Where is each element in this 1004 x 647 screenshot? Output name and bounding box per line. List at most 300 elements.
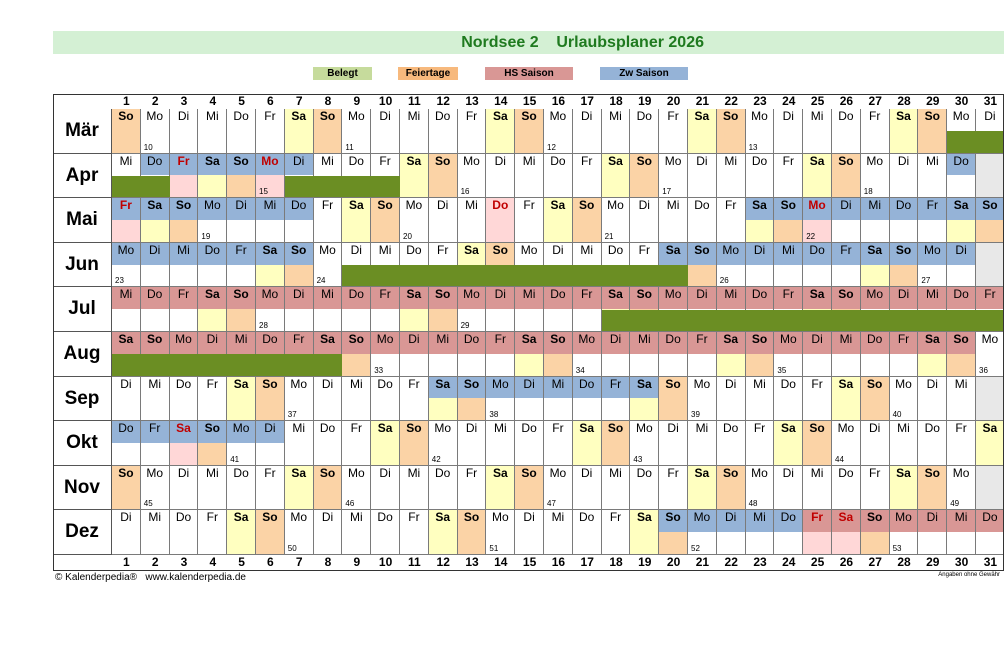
- cell-lower: [746, 443, 774, 465]
- weekday-label: Di: [198, 332, 226, 354]
- month-label: Sep: [53, 377, 112, 422]
- weekday-label: Sa: [400, 287, 428, 309]
- day-cell: [486, 332, 515, 377]
- weekday-label: Sa: [746, 198, 774, 220]
- weekday-label: Mi: [774, 243, 802, 265]
- cell-lower: [659, 398, 687, 420]
- cell-lower: [314, 488, 342, 510]
- cell-lower: [774, 488, 802, 510]
- week-number: 39: [691, 410, 700, 420]
- cell-lower: [486, 354, 514, 376]
- cell-lower: [774, 532, 802, 554]
- day-cell: [429, 154, 458, 199]
- weekday-label: Mo: [549, 109, 567, 123]
- week-number: 33: [374, 365, 384, 375]
- day-cell: [861, 377, 890, 422]
- cell-lower: [746, 398, 774, 420]
- day-cell: [861, 243, 890, 288]
- weekday-label: Mo: [520, 242, 538, 257]
- cell-lower: [342, 398, 370, 420]
- day-cell: [314, 109, 343, 154]
- weekday-label: Sa: [803, 154, 831, 176]
- weekday-label: Sa: [602, 287, 630, 309]
- footer-copyright: © Kalenderpedia® www.kalenderpedia.de: [55, 572, 246, 583]
- week-number: 26: [719, 276, 729, 286]
- weekday-label: Di: [120, 510, 132, 525]
- day-cell: [112, 377, 141, 422]
- weekday-label: So: [890, 243, 918, 265]
- weekday-label: Di: [552, 242, 564, 257]
- legend-zw-saison: Zw Saison: [600, 67, 688, 80]
- cell-lower: [918, 175, 946, 197]
- week-number: 50: [287, 543, 297, 553]
- header-day-number: 6: [267, 94, 274, 108]
- week-number: 38: [489, 410, 499, 420]
- weekday-label: Do: [233, 465, 249, 480]
- cell-lower: [429, 398, 457, 420]
- weekday-label: Di: [379, 465, 391, 480]
- day-cell: [515, 421, 544, 466]
- footer-day-number: 3: [180, 555, 188, 569]
- day-cell: [602, 198, 631, 243]
- week-number: 24: [316, 276, 326, 286]
- cell-lower: [803, 488, 831, 510]
- day-cell: [400, 377, 429, 422]
- weekday-label: Mi: [119, 153, 133, 168]
- day-cell: [832, 421, 861, 466]
- weekday-label: Fr: [667, 465, 679, 480]
- day-cell: [717, 154, 746, 199]
- weekday-label: Mo: [573, 332, 601, 354]
- weekday-label: Mo: [491, 510, 509, 525]
- month-label: Dez: [53, 510, 112, 555]
- weekday-label: Mo: [693, 376, 711, 391]
- footer-day-number: 4: [209, 555, 217, 569]
- weekday-label: Mo: [463, 153, 480, 168]
- cell-lower: [227, 131, 255, 153]
- cell-lower: [515, 488, 543, 510]
- weekday-label: Mi: [227, 332, 255, 354]
- day-cell: [602, 421, 631, 466]
- weekday-label: Sa: [429, 510, 457, 532]
- booked-bar: [861, 310, 890, 331]
- cell-lower: [630, 175, 658, 197]
- weekday-label: Di: [688, 287, 716, 309]
- day-cell: [861, 109, 890, 154]
- day-cell: [256, 377, 285, 422]
- booked-bar: [141, 354, 170, 375]
- cell-lower: [774, 265, 802, 287]
- weekday-label: Mo: [774, 332, 802, 354]
- day-cell: [515, 287, 544, 332]
- day-cell: [515, 510, 544, 555]
- weekday-label: So: [112, 466, 140, 488]
- weekday-label: Mo: [803, 198, 831, 220]
- weekday-label: So: [429, 154, 457, 176]
- weekday-label: Sa: [861, 243, 889, 265]
- day-cell: [803, 243, 832, 288]
- cell-lower: [688, 354, 716, 376]
- day-cell: [314, 377, 343, 422]
- weekday-label: Di: [918, 510, 946, 532]
- week-number: 29: [460, 320, 470, 330]
- week-number: 52: [691, 543, 700, 553]
- weekday-label: Mi: [753, 376, 766, 391]
- day-cell: [659, 421, 688, 466]
- weekday-label: Mo: [751, 465, 768, 480]
- weekday-label: Fr: [206, 376, 218, 391]
- weekday-label: Do: [838, 109, 854, 123]
- day-cell: [918, 421, 947, 466]
- cell-lower: [890, 175, 918, 197]
- booked-bar: [717, 310, 746, 331]
- cell-lower: [458, 443, 486, 465]
- day-cell: [890, 332, 919, 377]
- cell-lower: [515, 354, 543, 376]
- cell-lower: [458, 398, 486, 420]
- cell-lower: [774, 131, 802, 153]
- day-cell: [285, 421, 314, 466]
- weekday-label: Do: [342, 287, 370, 309]
- weekday-label: So: [227, 154, 255, 176]
- weekday-label: So: [918, 466, 946, 488]
- weekday-label: Do: [233, 109, 249, 123]
- weekday-label: Mo: [112, 243, 140, 265]
- day-cell: [717, 377, 746, 422]
- cell-lower: [890, 131, 918, 153]
- cell-lower: [429, 220, 457, 242]
- cell-lower: [832, 131, 860, 153]
- cell-lower: [227, 175, 255, 197]
- cell-lower: [198, 443, 226, 465]
- cell-lower: [976, 220, 1004, 242]
- booked-bar: [227, 354, 256, 375]
- cell-lower: [717, 532, 745, 554]
- weekday-label: Di: [717, 510, 745, 532]
- day-cell: [832, 243, 861, 288]
- cell-lower: [947, 532, 975, 554]
- weekday-label: So: [544, 332, 572, 354]
- month-label: Jul: [53, 287, 112, 332]
- cell-lower: [918, 220, 946, 242]
- footer-day-number: 5: [238, 555, 245, 569]
- day-cell: [141, 198, 170, 243]
- footer-day-number: 21: [695, 555, 710, 569]
- weekday-label: Mo: [198, 198, 226, 220]
- day-cell: [746, 243, 775, 288]
- cell-lower: [371, 532, 399, 554]
- cell-lower: [774, 443, 802, 465]
- weekday-label: Mi: [148, 376, 162, 391]
- weekday-label: Di: [696, 153, 708, 168]
- cell-lower: [774, 220, 802, 242]
- footer-day-number: 24: [782, 555, 796, 569]
- weekday-label: Fr: [371, 287, 399, 309]
- weekday-label: Do: [659, 332, 687, 354]
- day-cell: [573, 109, 602, 154]
- day-cell: [918, 109, 947, 154]
- booked-bar: [285, 176, 314, 197]
- day-cell: [112, 510, 141, 555]
- day-cell: [141, 510, 170, 555]
- booked-bar: [371, 265, 400, 286]
- week-number: 18: [863, 187, 873, 197]
- day-cell: [947, 421, 976, 466]
- weekday-label: Fr: [869, 465, 881, 480]
- booked-bar: [342, 176, 371, 197]
- weekday-label: Sa: [947, 198, 975, 220]
- weekday-label: Di: [379, 109, 391, 123]
- weekday-label: So: [429, 287, 457, 309]
- cell-lower: [803, 443, 831, 465]
- booked-bar: [342, 265, 371, 286]
- day-cell: [170, 154, 199, 199]
- cell-lower: [602, 532, 630, 554]
- day-cell: [486, 377, 515, 422]
- day-cell: [227, 154, 256, 199]
- cell-lower: [198, 532, 226, 554]
- day-cell: [573, 154, 602, 199]
- weekday-label: So: [573, 198, 601, 220]
- footer-disclaimer: Angaben ohne Gewähr: [938, 572, 1000, 578]
- weekday-label: Fr: [350, 421, 362, 436]
- day-cell: [976, 466, 1004, 511]
- legend-feiertage: Feiertage: [398, 67, 458, 80]
- week-number: 53: [892, 543, 902, 553]
- weekday-label: Do: [694, 198, 710, 213]
- weekday-label: So: [314, 466, 342, 488]
- weekday-label: Do: [521, 421, 537, 436]
- cell-lower: [746, 265, 774, 287]
- day-cell: [400, 109, 429, 154]
- header-day-number: 8: [324, 94, 332, 108]
- weekday-label: Mo: [717, 243, 745, 265]
- weekday-label: Mo: [549, 465, 567, 480]
- weekday-label: Mi: [609, 465, 622, 480]
- weekday-label: Fr: [667, 109, 679, 123]
- footer-day-number: 16: [551, 555, 566, 569]
- day-cell: [976, 510, 1004, 555]
- cell-lower: [573, 309, 601, 331]
- weekday-label: Mi: [695, 421, 709, 436]
- weekday-label: Mo: [434, 421, 452, 436]
- weekday-label: Mo: [635, 421, 653, 436]
- cell-lower: [573, 131, 601, 153]
- cell-lower: [947, 265, 975, 287]
- cell-lower: [688, 131, 716, 153]
- day-cell: [285, 243, 314, 288]
- cell-lower: [659, 532, 687, 554]
- cell-lower: [458, 220, 486, 242]
- cell-lower: [371, 220, 399, 242]
- cell-lower: [400, 488, 428, 510]
- cell-lower: [170, 220, 198, 242]
- day-cell: [544, 377, 573, 422]
- weekday-label: Mo: [659, 287, 687, 309]
- day-cell: [400, 510, 429, 555]
- weekday-label: Mo: [607, 198, 624, 213]
- header-day-number: 16: [551, 94, 566, 108]
- weekday-label: Sa: [198, 154, 226, 176]
- cell-lower: [170, 398, 198, 420]
- weekday-label: Mi: [349, 510, 363, 525]
- weekday-label: Do: [976, 510, 1004, 532]
- weekday-label: Mo: [664, 153, 682, 168]
- cell-lower: [544, 398, 572, 420]
- weekday-label: Do: [573, 377, 601, 399]
- cell-lower: [602, 443, 630, 465]
- weekday-label: Fr: [408, 376, 420, 391]
- booked-bar: [774, 310, 803, 331]
- cell-lower: [112, 398, 140, 420]
- weekday-label: Sa: [774, 421, 802, 443]
- weekday-label: Mi: [292, 421, 306, 436]
- cell-lower: [717, 354, 745, 376]
- booked-bar: [314, 176, 343, 197]
- weekday-label: Sa: [400, 154, 428, 176]
- cell-lower: [832, 398, 860, 420]
- weekday-label: Sa: [112, 332, 140, 354]
- week-number: 48: [748, 499, 758, 509]
- weekday-label: Fr: [170, 154, 198, 176]
- week-number: 45: [143, 499, 153, 509]
- day-cell: [976, 421, 1004, 466]
- weekday-label: Mi: [630, 332, 658, 354]
- footer-day-number: 25: [810, 555, 825, 569]
- footer-day-number: 14: [494, 555, 508, 569]
- cell-lower: [314, 131, 342, 153]
- weekday-label: Mi: [493, 421, 507, 436]
- day-cell: [141, 287, 170, 332]
- day-cell: [458, 510, 487, 555]
- day-cell: [861, 466, 890, 511]
- weekday-label: Mi: [897, 421, 910, 436]
- day-cell: [198, 154, 227, 199]
- day-cell: [602, 332, 631, 377]
- cell-lower: [400, 443, 428, 465]
- weekday-label: Do: [377, 510, 393, 525]
- day-cell: [198, 287, 227, 332]
- day-cell: [659, 377, 688, 422]
- cell-lower: [486, 131, 514, 153]
- footer-day-number: 17: [580, 555, 594, 569]
- booked-bar: [602, 310, 631, 331]
- footer-day-number: 18: [609, 555, 623, 569]
- weekday-label: Di: [350, 242, 362, 257]
- weekday-label: Do: [486, 198, 514, 220]
- day-cell: [285, 109, 314, 154]
- booked-bar: [659, 310, 688, 331]
- weekday-label: Fr: [638, 242, 650, 257]
- cell-lower: [371, 443, 399, 465]
- weekday-label: So: [976, 198, 1004, 220]
- weekday-label: So: [602, 421, 630, 443]
- day-cell: [717, 109, 746, 154]
- booked-bar: [947, 310, 976, 331]
- day-cell: [746, 198, 775, 243]
- cell-lower: [717, 488, 745, 510]
- cell-lower: [688, 220, 716, 242]
- week-number: 10: [143, 142, 153, 152]
- weekday-label: Sa: [227, 377, 255, 399]
- day-cell: [746, 109, 775, 154]
- day-cell: [688, 243, 717, 288]
- weekday-label: Mi: [522, 153, 536, 168]
- day-cell: [429, 466, 458, 511]
- weekday-label: Sa: [141, 198, 169, 220]
- weekday-label: Di: [437, 198, 449, 213]
- day-cell: [285, 287, 314, 332]
- weekday-label: Sa: [544, 198, 572, 220]
- day-cell: [198, 421, 227, 466]
- cell-lower: [256, 265, 284, 287]
- footer-day-number: 9: [353, 555, 361, 569]
- month-label: Nov: [53, 466, 112, 511]
- day-cell: [890, 421, 919, 466]
- weekday-label: Mo: [952, 465, 970, 480]
- cell-lower: [458, 532, 486, 554]
- day-cell: [947, 377, 976, 422]
- cell-lower: [688, 175, 716, 197]
- week-number: 28: [259, 320, 268, 330]
- week-number: 27: [921, 276, 931, 286]
- day-cell: [602, 510, 631, 555]
- day-cell: [112, 287, 141, 332]
- day-cell: [314, 466, 343, 511]
- cell-lower: [371, 398, 399, 420]
- day-cell: [515, 466, 544, 511]
- day-cell: [544, 154, 573, 199]
- cell-lower: [515, 175, 543, 197]
- weekday-label: So: [256, 510, 284, 532]
- cell-lower: [515, 131, 543, 153]
- weekday-label: Mi: [321, 153, 334, 168]
- weekday-label: Fr: [609, 510, 622, 525]
- header-day-number: 7: [295, 94, 303, 108]
- weekday-label: So: [198, 421, 226, 443]
- cell-lower: [429, 488, 457, 510]
- day-cell: [688, 421, 717, 466]
- weekday-label: Fr: [976, 287, 1004, 309]
- weekday-label: Fr: [523, 198, 535, 213]
- day-cell: [544, 466, 573, 511]
- cell-lower: [861, 265, 889, 287]
- day-cell: [890, 154, 919, 199]
- weekday-label: Di: [746, 243, 774, 265]
- day-cell: [573, 198, 602, 243]
- header-day-number: 19: [638, 94, 652, 108]
- weekday-label: Fr: [803, 510, 831, 532]
- cell-lower: [630, 532, 658, 554]
- weekday-label: Do: [544, 287, 572, 309]
- day-cell: [429, 109, 458, 154]
- header-day-number: 18: [609, 94, 623, 108]
- cell-lower: [688, 265, 716, 287]
- cell-lower: [602, 488, 630, 510]
- cell-lower: [861, 131, 889, 153]
- day-cell: [630, 510, 659, 555]
- weekday-label: So: [688, 243, 716, 265]
- cell-lower: [400, 354, 428, 376]
- day-cell: [429, 198, 458, 243]
- booked-bar: [602, 265, 631, 286]
- day-cell: [256, 510, 285, 555]
- week-number: 41: [230, 454, 240, 464]
- week-number: 12: [547, 142, 556, 152]
- day-cell: [371, 377, 400, 422]
- weekday-label: Mi: [717, 287, 745, 309]
- footer-day-number: 22: [724, 555, 738, 569]
